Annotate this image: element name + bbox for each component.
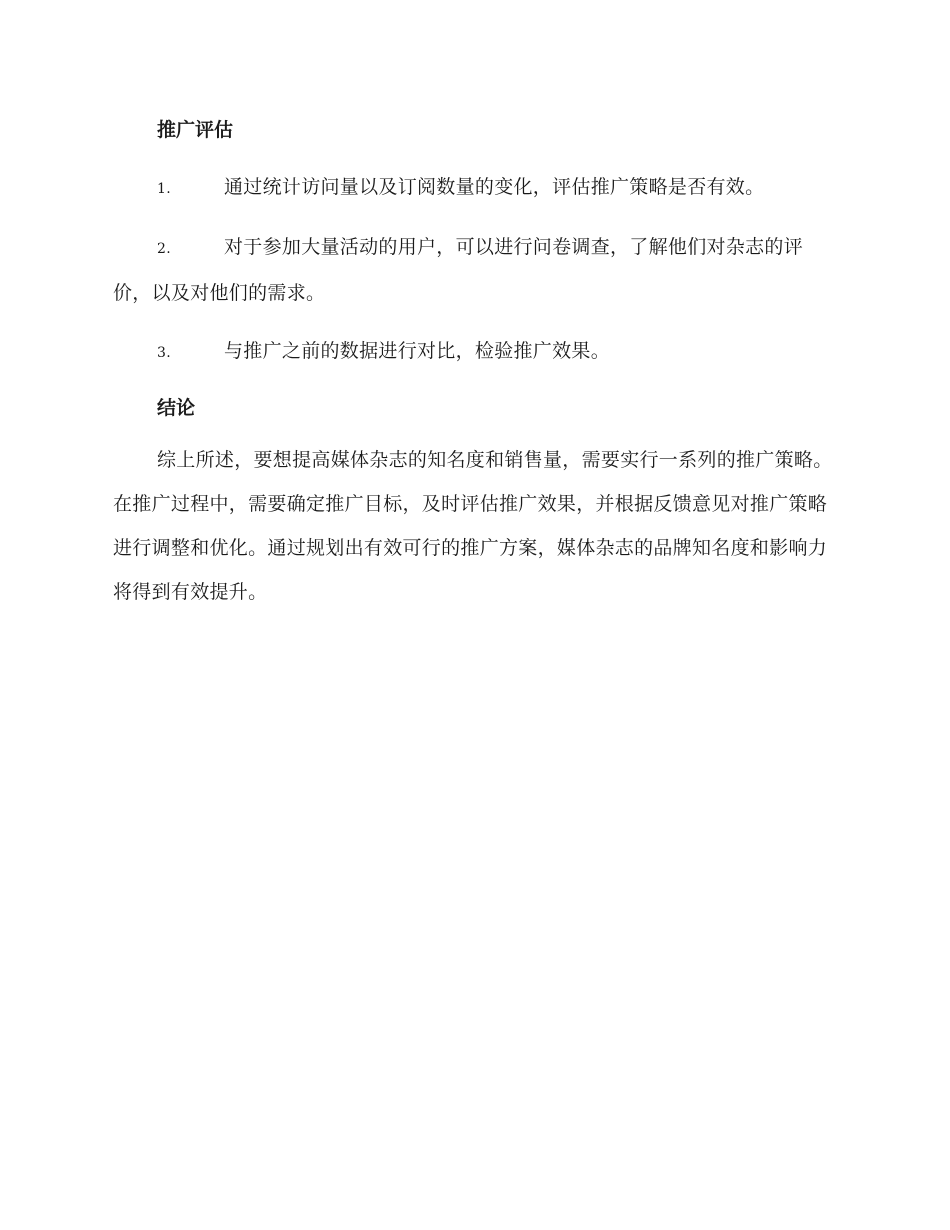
- list-item-number: 2.: [157, 241, 171, 257]
- conclusion-paragraph: 综上所述，要想提高媒体杂志的知名度和销售量，需要实行一系列的推广策略。在推广过程中，需要确定推广目标，及时评估推广效果，并根据反馈意见对推广策略进行调整和优化。通过规划出有效可行的推广方案，媒体杂志的品牌知名度和影响力将得到有效提升。: [113, 449, 833, 603]
- section-heading-conclusion: 结论: [157, 397, 196, 419]
- list-item: [113, 225, 833, 315]
- list-item-text: 与推广之前的数据进行对比，检验推广效果。: [224, 340, 611, 362]
- document-content: [113, 108, 833, 614]
- list-item-text: 通过统计访问量以及订阅数量的变化，评估推广策略是否有效。: [224, 176, 765, 198]
- list-item: [113, 329, 833, 375]
- list-item-number: 1.: [157, 181, 171, 197]
- section-heading-evaluation: 推广评估: [157, 119, 234, 141]
- list-item: [113, 165, 833, 211]
- list-item-text: 对于参加大量活动的用户，可以进行问卷调查，了解他们对杂志的评价，以及对他们的需求。: [113, 236, 804, 304]
- list-item-number: 3.: [157, 345, 171, 361]
